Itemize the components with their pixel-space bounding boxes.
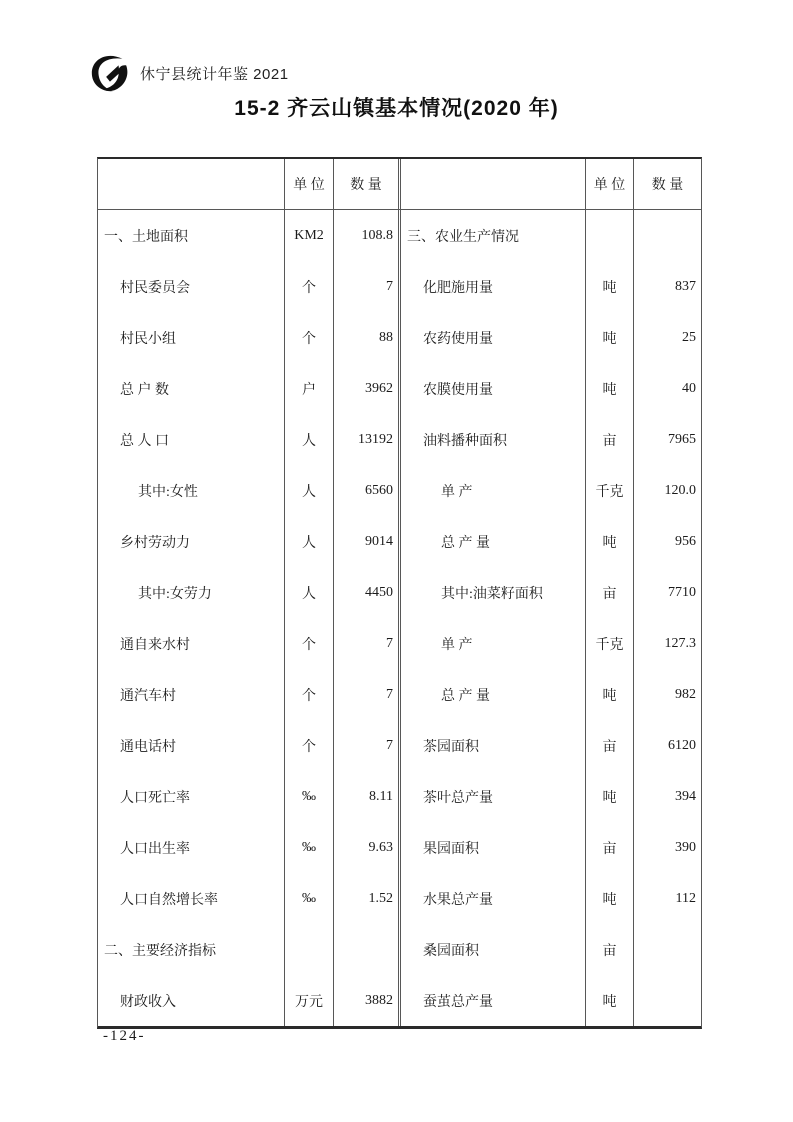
left-indicator-label: 通汽车村 <box>120 688 176 704</box>
right-indicator-label: 单 产 <box>441 637 473 653</box>
right-value-cell: 127.3 <box>633 618 701 669</box>
right-unit-cell: 吨 <box>585 261 633 312</box>
left-value-cell: 7 <box>333 720 398 771</box>
table-row <box>98 975 701 1026</box>
left-unit-cell: 户 <box>284 363 333 414</box>
left-value-cell: 13192 <box>333 414 398 465</box>
left-indicator-label: 人口死亡率 <box>120 790 190 806</box>
right-indicator-label: 三、农业生产情况 <box>407 229 519 245</box>
left-unit-cell: 个 <box>284 669 333 720</box>
table-body <box>98 210 701 1026</box>
right-value-cell: 394 <box>633 771 701 822</box>
left-indicator-label: 二、主要经济指标 <box>104 943 216 959</box>
right-indicator-label: 油料播种面积 <box>423 433 507 449</box>
left-value-cell: 3882 <box>333 975 398 1026</box>
left-unit-cell: 个 <box>284 720 333 771</box>
left-value-cell: 8.11 <box>333 771 398 822</box>
right-value-cell: 25 <box>633 312 701 363</box>
right-value-cell: 112 <box>633 873 701 924</box>
right-value-cell: 956 <box>633 516 701 567</box>
right-indicator-label: 水果总产量 <box>423 892 493 908</box>
running-head <box>88 52 289 94</box>
right-unit-cell: 亩 <box>585 567 633 618</box>
left-unit-cell <box>284 924 333 975</box>
header-quantity-left: 数 量 <box>333 159 398 209</box>
left-value-cell: 6560 <box>333 465 398 516</box>
left-unit-cell: ‰ <box>284 822 333 873</box>
left-unit-cell: 个 <box>284 618 333 669</box>
page-number: -124- <box>103 1028 146 1044</box>
right-indicator-label: 化肥施用量 <box>423 280 493 296</box>
table-row <box>98 414 701 465</box>
right-value-cell: 7710 <box>633 567 701 618</box>
left-unit-cell: 个 <box>284 312 333 363</box>
left-indicator-label: 通电话村 <box>120 739 176 755</box>
right-value-cell: 390 <box>633 822 701 873</box>
right-indicator-label: 桑园面积 <box>423 943 479 959</box>
right-indicator-label: 茶园面积 <box>423 739 479 755</box>
right-value-cell: 982 <box>633 669 701 720</box>
right-value-cell <box>633 975 701 1026</box>
table-row <box>98 924 701 975</box>
right-indicator-label: 农药使用量 <box>423 331 493 347</box>
left-value-cell: 7 <box>333 669 398 720</box>
left-indicator-label: 其中:女性 <box>138 484 198 500</box>
table-row <box>98 822 701 873</box>
right-value-cell <box>633 210 701 261</box>
header-blank-right <box>401 159 585 209</box>
left-value-cell: 7 <box>333 618 398 669</box>
left-indicator-label: 通自来水村 <box>120 637 190 653</box>
right-value-cell: 837 <box>633 261 701 312</box>
left-indicator-label: 总 户 数 <box>120 382 169 398</box>
left-unit-cell: 人 <box>284 414 333 465</box>
right-unit-cell: 吨 <box>585 771 633 822</box>
left-indicator-label: 总 人 口 <box>120 433 169 449</box>
left-indicator-label: 人口自然增长率 <box>120 892 218 908</box>
left-indicator-label: 村民小组 <box>120 331 176 347</box>
yearbook-logo-icon <box>88 52 130 94</box>
left-value-cell: 9.63 <box>333 822 398 873</box>
table-row <box>98 873 701 924</box>
right-value-cell: 120.0 <box>633 465 701 516</box>
table-header-row <box>98 159 701 210</box>
table-row <box>98 363 701 414</box>
stat-table <box>97 157 702 1029</box>
right-indicator-label: 茶叶总产量 <box>423 790 493 806</box>
left-unit-cell: ‰ <box>284 771 333 822</box>
header-quantity-right: 数 量 <box>633 159 701 209</box>
header-blank-left <box>98 159 284 209</box>
right-unit-cell: 亩 <box>585 822 633 873</box>
left-value-cell: 1.52 <box>333 873 398 924</box>
right-unit-cell: 千克 <box>585 618 633 669</box>
right-value-cell: 6120 <box>633 720 701 771</box>
right-unit-cell: 吨 <box>585 312 633 363</box>
left-unit-cell: KM2 <box>284 210 333 261</box>
left-value-cell: 3962 <box>333 363 398 414</box>
left-unit-cell: 人 <box>284 465 333 516</box>
left-value-cell: 9014 <box>333 516 398 567</box>
right-indicator-label: 蚕茧总产量 <box>423 994 493 1010</box>
left-indicator-label: 财政收入 <box>120 994 176 1010</box>
right-indicator-label: 单 产 <box>441 484 473 500</box>
right-unit-cell: 吨 <box>585 363 633 414</box>
right-indicator-label: 果园面积 <box>423 841 479 857</box>
left-unit-cell: 万元 <box>284 975 333 1026</box>
left-value-cell: 108.8 <box>333 210 398 261</box>
left-indicator-label: 一、土地面积 <box>104 229 188 245</box>
right-value-cell: 7965 <box>633 414 701 465</box>
left-value-cell <box>333 924 398 975</box>
left-value-cell: 88 <box>333 312 398 363</box>
left-value-cell: 4450 <box>333 567 398 618</box>
left-unit-cell: 个 <box>284 261 333 312</box>
right-unit-cell: 千克 <box>585 465 633 516</box>
header-unit-right: 单 位 <box>585 159 633 209</box>
table-row <box>98 567 701 618</box>
table-row <box>98 771 701 822</box>
left-indicator-label: 村民委员会 <box>120 280 190 296</box>
table-row <box>98 210 701 261</box>
right-unit-cell: 亩 <box>585 924 633 975</box>
left-value-cell: 7 <box>333 261 398 312</box>
right-indicator-label: 农膜使用量 <box>423 382 493 398</box>
page-title: 15-2 齐云山镇基本情况(2020 年) <box>234 97 559 120</box>
right-unit-cell: 亩 <box>585 720 633 771</box>
right-unit-cell: 吨 <box>585 669 633 720</box>
table-row <box>98 312 701 363</box>
table-row <box>98 261 701 312</box>
table-row <box>98 465 701 516</box>
right-value-cell: 40 <box>633 363 701 414</box>
right-indicator-label: 其中:油菜籽面积 <box>441 586 543 602</box>
right-unit-cell: 吨 <box>585 873 633 924</box>
left-indicator-label: 乡村劳动力 <box>120 535 190 551</box>
right-unit-cell <box>585 210 633 261</box>
table-row <box>98 720 701 771</box>
right-unit-cell: 亩 <box>585 414 633 465</box>
left-unit-cell: 人 <box>284 567 333 618</box>
table-row <box>98 516 701 567</box>
right-indicator-label: 总 产 量 <box>441 535 490 551</box>
right-indicator-label: 总 产 量 <box>441 688 490 704</box>
table-row <box>98 669 701 720</box>
left-unit-cell: 人 <box>284 516 333 567</box>
left-indicator-label: 人口出生率 <box>120 841 190 857</box>
right-value-cell <box>633 924 701 975</box>
yearbook-name: 休宁县统计年鉴 2021 <box>140 65 289 83</box>
table-row <box>98 618 701 669</box>
right-unit-cell: 吨 <box>585 516 633 567</box>
left-unit-cell: ‰ <box>284 873 333 924</box>
header-unit-left: 单 位 <box>284 159 333 209</box>
right-unit-cell: 吨 <box>585 975 633 1026</box>
left-indicator-label: 其中:女劳力 <box>138 586 212 602</box>
